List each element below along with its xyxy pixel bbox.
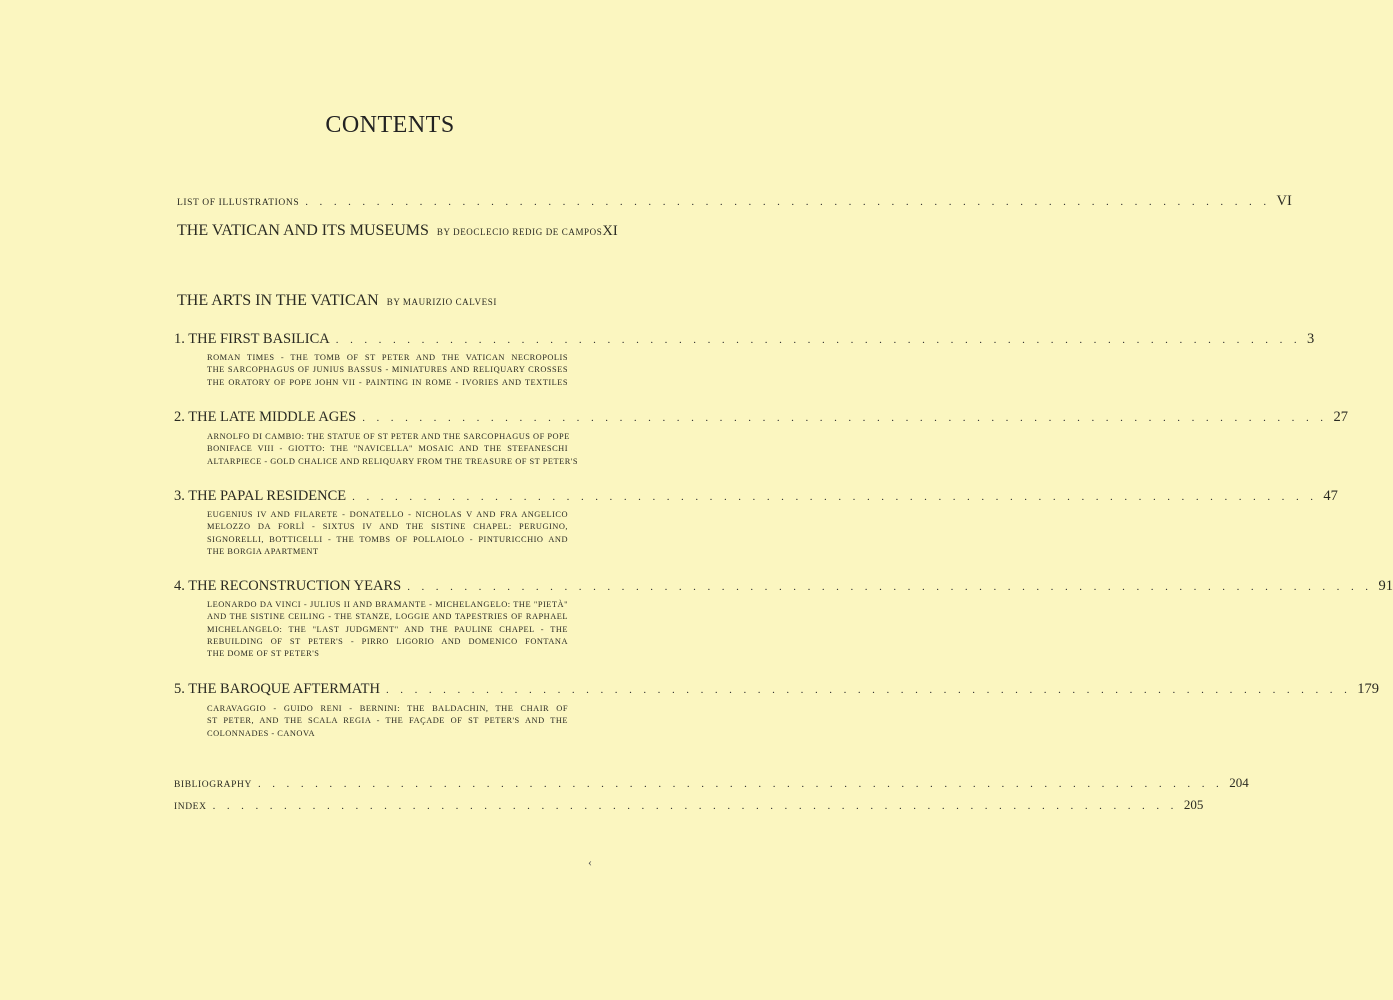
page-number: XI (602, 223, 618, 239)
page-title: CONTENTS (325, 112, 455, 138)
toc-entry-bibliography[interactable] (174, 775, 1249, 791)
topic-line: THE ORATORY OF POPE JOHN VII - PAINTING IN ROME - IVORIES AND TEXTILES (207, 377, 568, 387)
entry-label: LIST OF ILLUSTRATIONS (177, 198, 300, 208)
toc-entry-index[interactable] (174, 797, 1204, 813)
toc-chapter-2[interactable] (174, 409, 1348, 426)
chapter-5-topics (207, 703, 568, 740)
topic-line: MELOZZO DA FORLÌ - SIXTUS IV AND THE SISTINE CHAPEL: PERUGINO, (207, 522, 568, 532)
chapter-2-topics (207, 431, 578, 468)
page-number: 27 (1333, 409, 1348, 425)
toc-chapter-3[interactable] (174, 488, 1338, 505)
entry-label: INDEX (174, 802, 207, 812)
chapter-3-topics (207, 509, 568, 558)
toc-chapter-4[interactable] (174, 578, 1393, 595)
chapter-4-topics (207, 599, 568, 660)
page-number: 91 (1378, 578, 1393, 594)
toc-chapter-5[interactable] (174, 681, 1379, 698)
topic-line: LEONARDO DA VINCI - JULIUS II AND BRAMANTE - MICHELANGELO: THE "PIETÀ" (207, 600, 568, 609)
entry-label: BIBLIOGRAPHY (174, 780, 252, 790)
leader-dots: . . . . . . . . . . . . . . . . . . . . . . . . . . . . . . . . . . . . . . . . . . . . . . . . . . . . . . . . . . . . . . . . . . . . (352, 491, 1318, 503)
page-mark-glyph: ‹ (588, 855, 592, 869)
leader-dots: . . . . . . . . . . . . . . . . . . . . . . . . . . . . . . . . . . . . . . . . . . . . . . . . . . . . . . . . . . . . . . . . . . . . (257, 778, 1224, 790)
topic-line: EUGENIUS IV AND FILARETE - DONATELLO - NICHOLAS V AND FRA ANGELICO (207, 510, 568, 519)
topic-line: AND THE SISTINE CEILING - THE STANZE, LOGGIE AND TAPESTRIES OF RAPHAEL (207, 612, 568, 622)
chapter-title: 4. THE RECONSTRUCTION YEARS (174, 578, 402, 594)
topic-line: THE BORGIA APARTMENT (207, 546, 319, 556)
topic-line: ROMAN TIMES - THE TOMB OF ST PETER AND THE VATICAN NECROPOLIS (207, 353, 568, 362)
topic-line: THE SARCOPHAGUS OF JUNIUS BASSUS - MINIATURES AND RELIQUARY CROSSES (207, 365, 568, 375)
topic-line: COLONNADES - CANOVA (207, 728, 315, 738)
topic-line: ARNOLFO DI CAMBIO: THE STATUE OF ST PETER AND THE SARCOPHAGUS OF POPE (207, 432, 570, 441)
toc-chapter-1[interactable] (174, 331, 1315, 348)
leader-dots: . . . . . . . . . . . . . . . . . . . . . . . . . . . . . . . . . . . . . . . . . . . . . . . . . . . . . . . . . . . . . . . . . . . . (385, 684, 1352, 696)
leader-dots: . . . . . . . . . . . . . . . . . . . . . . . . . . . . . . . . . . . . . . . . . . . . . . . . . . . . . . . . . . . . . . . . . . . . (362, 412, 1328, 424)
page-number: 204 (1229, 775, 1249, 790)
leader-dots: . . . . . . . . . . . . . . . . . . . . . . . . . . . . . . . . . . . . . . . . . . . . . . . . . . . . . . . . . . . . . . . . . . . . (305, 196, 1271, 208)
topic-line: ST PETER, AND THE SCALA REGIA - THE FAÇADE OF ST PETER'S AND THE (207, 716, 568, 726)
topic-line: ALTARPIECE - GOLD CHALICE AND RELIQUARY FROM THE TREASURE OF ST PETER'S (207, 456, 578, 466)
page-number: 47 (1323, 488, 1338, 504)
page-number: 179 (1357, 681, 1379, 697)
topic-line: REBUILDING OF ST PETER'S - PIRRO LIGORIO AND DOMENICO FONTANA (207, 636, 568, 646)
page-number: 3 (1307, 331, 1315, 347)
topic-line: THE DOME OF ST PETER'S (207, 649, 320, 659)
chapter-1-topics (207, 352, 568, 389)
page-number: 205 (1183, 797, 1204, 812)
toc-part-arts-in-vatican (177, 292, 603, 310)
part-author: BY DEOCLECIO REDIG DE CAMPOS (436, 227, 603, 237)
part-title: THE ARTS IN THE VATICAN (177, 292, 379, 309)
part-title: THE VATICAN AND ITS MUSEUMS (177, 222, 429, 239)
chapter-title: 1. THE FIRST BASILICA (174, 331, 330, 347)
chapter-title: 5. THE BAROQUE AFTERMATH (174, 681, 380, 697)
leader-dots: . . . . . . . . . . . . . . . . . . . . . . . . . . . . . . . . . . . . . . . . . . . . . . . . . . . . . . . . . . . . . . . . . . . . (212, 800, 1178, 812)
leader-dots: . . . . . . . . . . . . . . . . . . . . . . . . . . . . . . . . . . . . . . . . . . . . . . . . . . . . . . . . . . . . . . . . . . . . (335, 334, 1302, 346)
toc-entry-list-of-illustrations[interactable] (177, 193, 1292, 210)
topic-line: MICHELANGELO: THE "LAST JUDGMENT" AND THE PAULINE CHAPEL - THE (207, 624, 568, 634)
topic-line: BONIFACE VIII - GIOTTO: THE "NAVICELLA" MOSAIC AND THE STEFANESCHI (207, 444, 568, 454)
page-number: VI (1276, 193, 1292, 209)
topic-line: CARAVAGGIO - GUIDO RENI - BERNINI: THE BALDACHIN, THE CHAIR OF (207, 704, 568, 713)
leader-dots: . . . . . . . . . . . . . . . . . . . . . . . . . . . . . . . . . . . . . . . . . . . . . . . . . . . . . . . . . . . . . . . . . . . . (407, 581, 1373, 593)
part-author: BY MAURIZIO CALVESI (386, 297, 497, 307)
chapter-title: 2. THE LATE MIDDLE AGES (174, 409, 357, 425)
toc-part-vatican-museums[interactable] (177, 222, 618, 240)
topic-line: SIGNORELLI, BOTTICELLI - THE TOMBS OF POLLAIOLO - PINTURICCHIO AND (207, 534, 568, 544)
chapter-title: 3. THE PAPAL RESIDENCE (174, 488, 347, 504)
